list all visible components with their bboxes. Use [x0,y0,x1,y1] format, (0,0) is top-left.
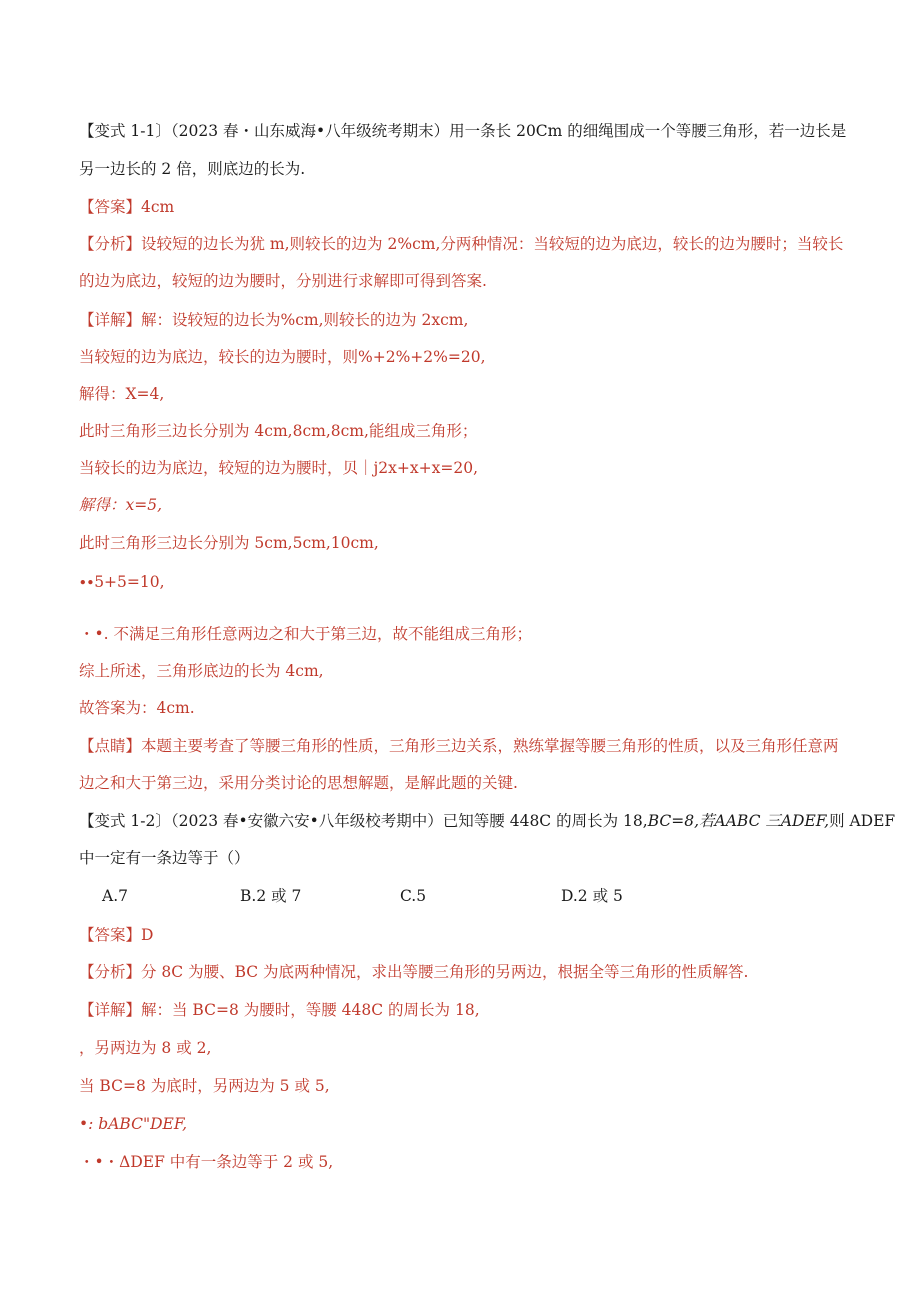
q1-detail-line: 此时三角形三边长分别为 4cm,8cm,8cm,能组成三角形； [79,422,478,440]
q2-stem-line-1 [79,810,895,832]
q1-comment-line-1: 【点睛】本题主要考查了等腰三角形的性质，三角形三边关系，熟练掌握等腰三角形的性质，以及三角形任意两 [79,737,839,755]
q1-detail-line: ・•. 不满足三角形任意两边之和大于第三边，故不能组成三角形； [79,625,532,643]
q1-detail-line: 当较长的边为底边，较短的边为腰时，贝｜j2x+x+x=20, [79,459,479,477]
q2-option-b: B.2 或 7 [240,887,302,905]
q2-detail-line: •: bABC"DEF, [79,1115,188,1133]
q1-stem-line-2: 另一边长的 2 倍，则底边的长为. [79,160,306,178]
q1-stem-line-1: 【变式 1-1〕（2023 春・山东威海•八年级统考期末）用一条长 20Cm 的细绳围成一个等腰三角形，若一边长是 [79,122,847,140]
q2-stem-part-a: 【变式 1-2〕（2023 春•安徽六安•八年级校考期中）已知等腰 448C 的周长为 18, [79,812,648,830]
q1-detail-line: 故答案为：4cm. [79,699,195,717]
q2-option-d: D.2 或 5 [561,887,623,905]
q1-detail-line: 解得：X=4, [79,385,165,403]
q2-detail-line: 【详解】解：当 BC=8 为腰时，等腰 448C 的周长为 18, [79,1001,480,1019]
q1-detail-line: ∙∙5+5=10, [79,573,165,591]
q2-stem-line-2: 中一定有一条边等于（） [79,849,250,867]
q2-answer: 【答案】D [79,926,154,944]
q1-analysis-line-1: 【分析】设较短的边长为犹 m,则较长的边为 2%cm,分两种情况：当较短的边为底边，较长的边为腰时；当较长 [79,235,844,253]
q1-detail-line: 综上所述，三角形底边的长为 4cm, [79,662,324,680]
q2-detail-line: 当 BC=8 为底时，另两边为 5 或 5, [79,1077,330,1095]
q2-option-c: C.5 [400,887,427,905]
q2-stem-part-b: BC=8,若AABC 三ADEF, [647,812,830,830]
q2-stem-part-c: 则 ADEF [829,812,896,830]
q2-detail-line: ，另两边为 8 或 2, [79,1039,212,1057]
q1-detail-line: 此时三角形三边长分别为 5cm,5cm,10cm, [79,534,379,552]
q1-answer: 【答案】4cm [79,198,175,216]
q1-analysis-line-2: 的边为底边，较短的边为腰时，分别进行求解即可得到答案. [79,272,487,290]
q1-detail-line: 【详解】解：设较短的边长为%cm,则较长的边为 2xcm, [79,311,469,329]
q2-option-a: A.7 [102,887,128,905]
q2-detail-line: ・•・ΔDEF 中有一条边等于 2 或 5, [79,1153,334,1171]
q2-analysis: 【分析】分 8C 为腰、BC 为底两种情况，求出等腰三角形的另两边，根据全等三角形的性质解答. [79,963,749,981]
q1-detail-line: 解得：x=5, [79,496,163,514]
q1-comment-line-2: 边之和大于第三边，采用分类讨论的思想解题，是解此题的关键. [79,774,518,792]
q1-detail-line: 当较短的边为底边，较长的边为腰时，则%+2%+2%=20, [79,348,486,366]
